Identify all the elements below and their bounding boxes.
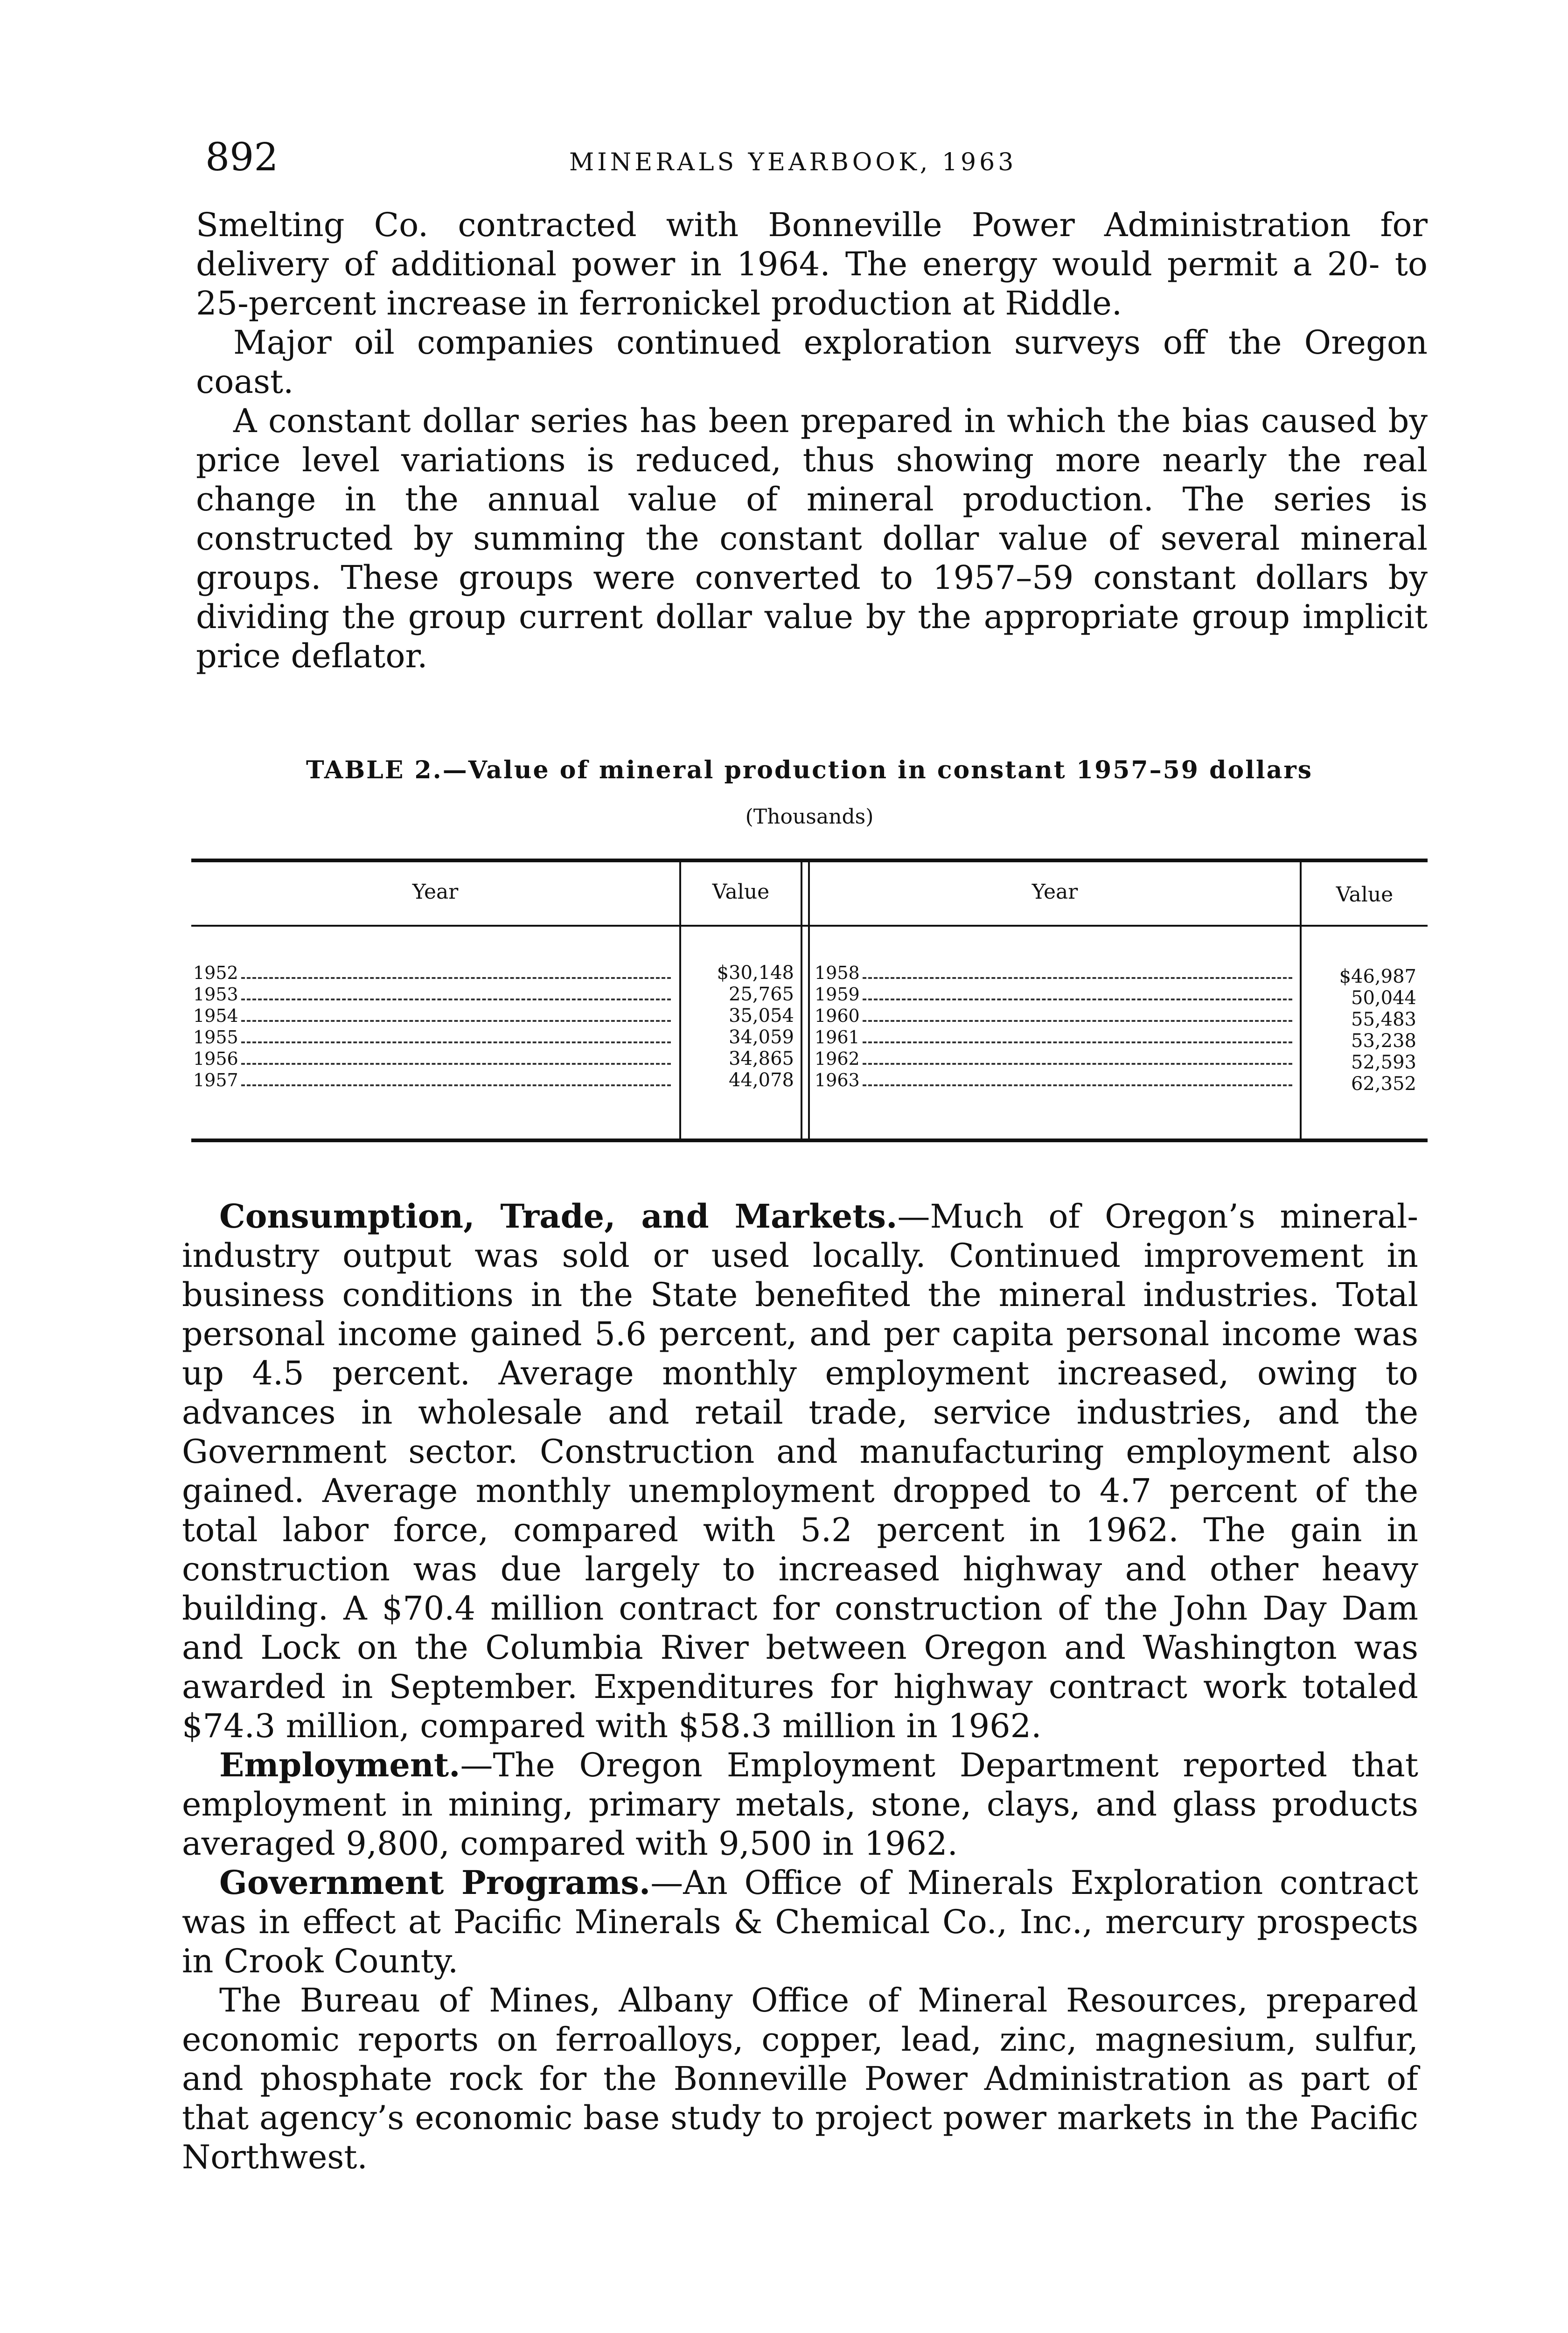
header-value-left: Value: [712, 880, 770, 904]
year-cell: 1952: [193, 963, 238, 983]
year-cell: 1959: [815, 984, 860, 1005]
table-unit: (Thousands): [745, 805, 874, 829]
table-2: [191, 756, 1428, 1148]
left-value-column: [684, 962, 794, 1091]
value-cell: 50,044: [1351, 987, 1416, 1009]
value-cell: 44,078: [729, 1069, 794, 1091]
table-row: [193, 984, 674, 1005]
header-year-right: Year: [1031, 880, 1078, 904]
table-label: TABLE 2.: [306, 756, 443, 784]
paragraph: Major oil companies continued exploration surveys off the Oregon coast.: [196, 323, 1428, 401]
paragraph-bureau-of-mines: [182, 1981, 1418, 2177]
table-row: [815, 1069, 1295, 1091]
column-divider-double: [801, 862, 802, 1139]
running-title: MINERALS YEARBOOK, 1963: [569, 148, 1017, 176]
year-cell: 1955: [193, 1027, 238, 1048]
section-text: —An Office of Minerals Exploration contract was in effect at Pacific Minerals & Chemical Co., Inc., mercury prospects in Crook County.: [182, 1864, 1419, 1980]
year-cell: 1957: [193, 1070, 238, 1090]
table-row: [193, 1005, 674, 1027]
table-rule-bottom: [191, 1139, 1428, 1142]
value-cell: 35,054: [729, 1005, 794, 1027]
table-row: [815, 984, 1295, 1005]
header-year-left: Year: [412, 880, 459, 904]
value-cell: 55,483: [1351, 1009, 1416, 1030]
year-cell: 1953: [193, 984, 238, 1005]
year-cell: 1962: [815, 1048, 860, 1069]
paragraph: Smelting Co. contracted with Bonneville Power Administration for delivery of additional power in 1964. The energy would permit a 20- to 25-percent increase in ferronickel production at Riddle.: [196, 206, 1428, 322]
table-row: [193, 1048, 674, 1069]
right-value-column: [1304, 966, 1416, 1095]
table-title: [191, 756, 1428, 784]
table-row: [815, 1027, 1295, 1048]
table-row: [193, 1069, 674, 1091]
value-cell: 25,765: [729, 984, 794, 1005]
table-row: [815, 962, 1295, 984]
table-row: [815, 1048, 1295, 1069]
intro-text: [196, 205, 1428, 676]
left-year-column: [193, 962, 674, 1091]
table-rule-top: [191, 859, 1428, 862]
page-number: 892: [205, 135, 279, 180]
value-table: [191, 859, 1428, 1148]
section-text: —The Oregon Employment Department reported that employment in mining, primary metals, stone, clays, and glass products averaged 9,800, compared with 9,500 in 1962.: [182, 1746, 1418, 1863]
year-cell: 1956: [193, 1048, 238, 1069]
paragraph: A constant dollar series has been prepared in which the bias caused by price level variations is reduced, thus showing more nearly the real change in the annual value of mineral production. The series is constructed by summing the constant dollar value of several mineral groups. These groups were converted to 1957–59 constant dollars by dividing the group current dollar value by the appropriate group implicit price deflator.: [196, 402, 1428, 675]
value-cell: 62,352: [1351, 1073, 1416, 1095]
section-text: The Bureau of Mines, Albany Office of Mineral Resources, prepared economic reports on ferroalloys, copper, lead, zinc, magnesium, sulfur, and phosphate rock for the Bonneville Power Administration as part of that agency’s economic base study to project power markets in the Pacific Northwest.: [182, 1981, 1418, 2176]
section-text: —Much of Oregon’s mineral-industry output was sold or used locally. Continued improvement in business conditions in the State benefited the mineral industries. Total personal income gained 5.6 percent, and per capita personal income was up 4.5 percent. Average monthly employment increased, owing to advances in wholesale and retail trade, service industries, and the Government sector. Construction and manufacturing employment also gained. Average monthly unemployment dropped to 4.7 percent of the total labor force, compared with 5.2 percent in 1962. The gain in construction was due largely to increased highway and other heavy building. A $70.4 million contract for construction of the John Day Dam and Lock on the Columbia River between Oregon and Washington was awarded in September. Expenditures for highway contract work totaled $74.3 million, compared with $58.3 million in 1962.: [182, 1197, 1418, 1745]
header-value-right: Value: [1336, 883, 1394, 907]
value-cell: $30,148: [717, 962, 794, 984]
year-cell: 1960: [815, 1006, 860, 1026]
table-row: [193, 1027, 674, 1048]
value-cell: 34,059: [729, 1027, 794, 1048]
year-cell: 1961: [815, 1027, 860, 1048]
value-cell: 34,865: [729, 1048, 794, 1069]
value-cell: $46,987: [1339, 966, 1416, 987]
section-heading: Employment.: [219, 1746, 460, 1784]
table-row: [815, 1005, 1295, 1027]
section-heading: Government Programs.: [219, 1863, 651, 1902]
year-cell: 1954: [193, 1006, 238, 1026]
section-consumption: [182, 1197, 1418, 1746]
year-cell: 1963: [815, 1070, 860, 1090]
section-heading: Consumption, Trade, and Markets.: [219, 1197, 898, 1236]
value-cell: 53,238: [1351, 1030, 1416, 1052]
running-head: [205, 135, 1428, 191]
table-row: [193, 962, 674, 984]
section-government-programs: [182, 1863, 1418, 1981]
table-caption: —Value of mineral production in constant 1957–59 dollars: [442, 756, 1313, 784]
sections-text: [182, 1197, 1418, 2177]
year-cell: 1958: [815, 963, 860, 983]
value-cell: 52,593: [1351, 1052, 1416, 1073]
right-year-column: [815, 962, 1295, 1091]
section-employment: [182, 1746, 1418, 1863]
